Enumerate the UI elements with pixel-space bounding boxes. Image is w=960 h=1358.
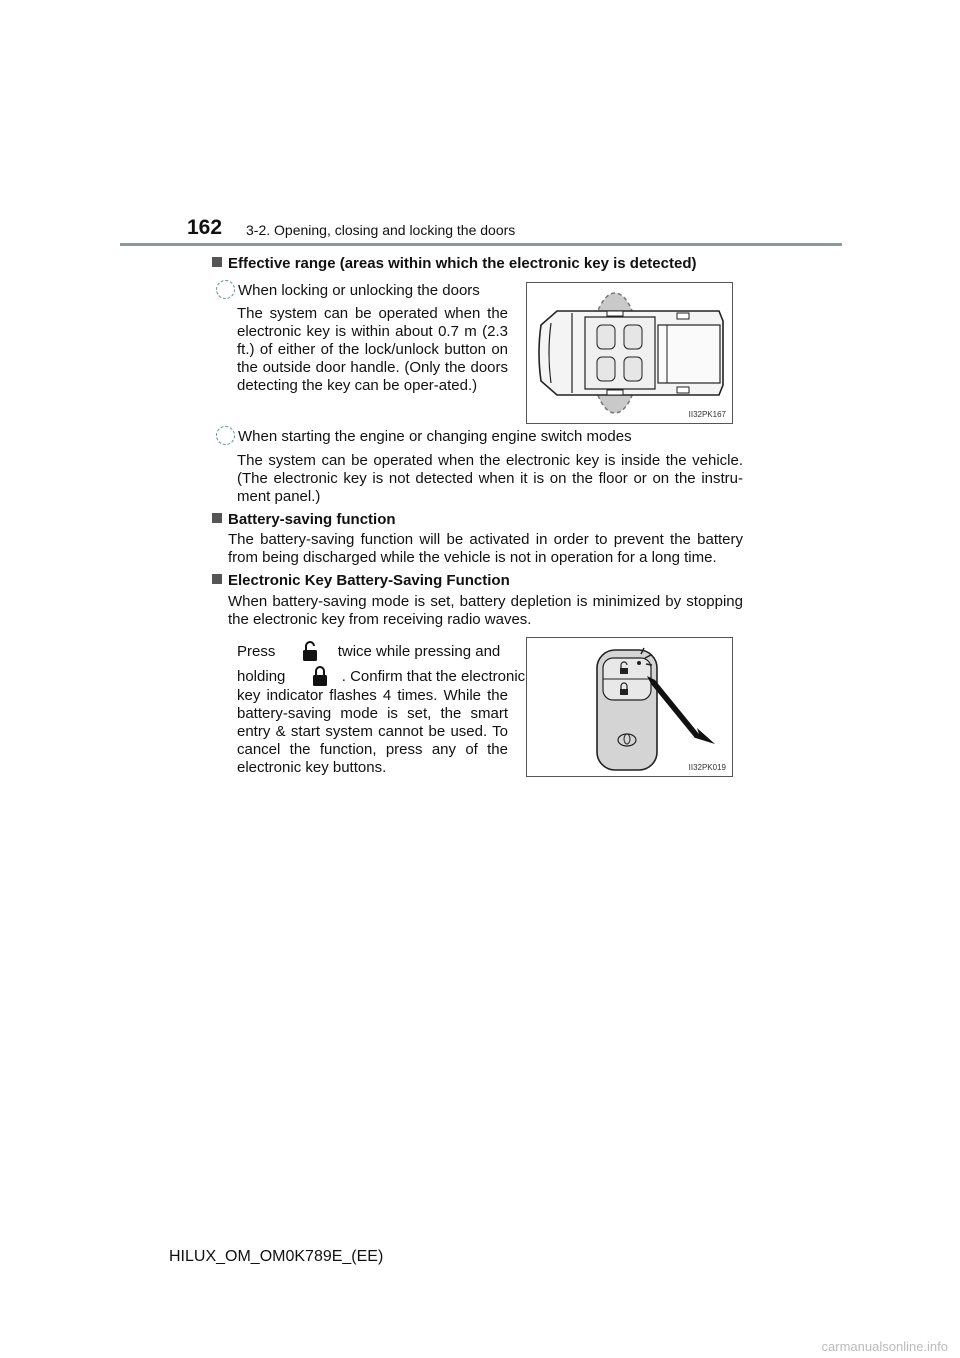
dashed-circle-icon [216,426,235,445]
cabin [585,317,655,389]
header-rule [120,243,842,246]
battery-saving-heading: Battery-saving function [212,511,396,528]
bullet-square [212,513,222,523]
key-battery-saving-heading: Electronic Key Battery-Saving Function [212,572,510,589]
indicator-light [637,661,641,665]
document-code: HILUX_OM_OM0K789E_(EE) [169,1248,384,1265]
locking-doors-label: When locking or unlocking the doors [216,280,480,299]
page-number: 162 [187,216,223,239]
locking-doors-text: The system can be operated when the electronic key is within about 0.7 m (2.3 ft.) of either of the lock/unlock button on the outside door handle. (Only the doors detecting the key can be oper-ated.) [237,305,508,394]
seat [597,357,615,381]
bullet-square [212,574,222,584]
key-indicator-text: key indicator flashes 4 times. While the battery-saving mode is set, the smart entry & start system cannot be used. To cancel the function, press any of the electronic key buttons. [237,687,508,776]
holding-instruction-line: holding . Confirm that the electronic [237,665,525,691]
battery-saving-text: The battery-saving function will be activated in order to prevent the battery from being discharged while the vehicle is not in operation for a long time. [228,531,743,566]
seat [624,357,642,381]
vehicle-range-figure [526,282,733,424]
watermark: carmanualsonline.info [821,1339,948,1354]
electronic-key-figure [526,637,733,777]
seat [597,325,615,349]
seat [624,325,642,349]
electronic-key-illustration [527,638,732,776]
section-title: 3-2. Opening, closing and locking the doors [246,222,516,238]
unlock-icon [302,640,318,666]
starting-engine-text: The system can be operated when the electronic key is inside the vehicle. (The electronic key is not detected when it is on the floor or on the instru-ment panel.) [237,452,743,505]
figure-code: II32PK019 [688,763,726,772]
figure-code: II32PK167 [688,410,726,419]
effective-range-heading: Effective range (areas within which the electronic key is detected) [212,255,697,272]
vehicle-top-view-illustration [527,283,732,423]
starting-engine-label: When starting the engine or changing engine switch modes [216,426,632,445]
press-instruction-line: Press twice while pressing and [237,640,508,666]
bullet-square [212,257,222,267]
dashed-circle-icon [216,280,235,299]
key-battery-saving-text: When battery-saving mode is set, battery depletion is minimized by stopping the electronic key from receiving radio waves. [228,593,743,628]
